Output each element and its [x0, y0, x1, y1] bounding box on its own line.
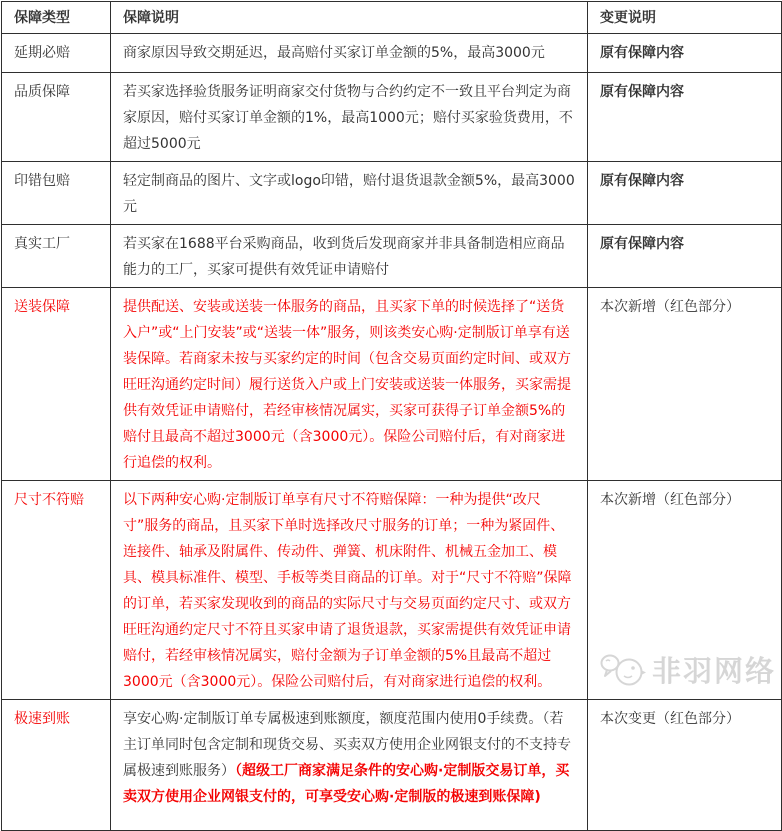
guarantee-desc-cell: 提供配送、安装或送装一体服务的商品，且买家下单的时候选择了“送货入户”或“上门安装”或“送装一体”服务，则该类安心购·定制版订单享有送装保障。若商家未按与买家约定的时间（包含交易页面约定时间、或双方旺旺沟通约定时间）履行送货入户或上门安装或送装一体服务，买家需提供有效凭证申请赔付，若经审核情况属实，买家可获得子订单金额5%的赔付且最高不超过3000元（含3000元）。保险公司赔付后，有对商家进行追偿的权利。 [111, 288, 588, 481]
change-cell: 原有保障内容 [588, 162, 782, 225]
guarantee-desc-cell: 若买家选择验货服务证明商家交付货物与合约约定不一致且平台判定为商家原因，赔付买家订单金额的1%，最高1000元；赔付买家验货费用，不超过5000元 [111, 73, 588, 162]
table-row-yanqi-bipei [2, 34, 782, 73]
table-row-chicun-bufupei [2, 481, 782, 700]
change-cell: 本次变更（红色部分） [588, 700, 782, 831]
guarantee-type-cell: 品质保障 [2, 73, 111, 162]
guarantee-desc-cell [111, 700, 588, 831]
change-cell: 原有保障内容 [588, 73, 782, 162]
table-row-pinzhi-baozhang [2, 73, 782, 162]
table-row-songzhuang-baozhang [2, 288, 782, 481]
guarantee-desc-cell: 轻定制商品的图片、文字或logo印错，赔付退货退款金额5%，最高3000元 [111, 162, 588, 225]
guarantee-type-cell: 极速到账 [2, 700, 111, 831]
table-header-row [2, 2, 782, 34]
desc-segment-regular: 享安心购·定制版订单专属极速到账额度，额度范围内使用0手续费。（若主订单同时包含定制和现货交易、买卖双方使用企业网银支付的不支持专属极速到账服务） [123, 711, 571, 779]
guarantee-type-cell: 印错包赔 [2, 162, 111, 225]
document-root [0, 1, 782, 805]
header-guarantee-desc: 保障说明 [111, 2, 588, 34]
guarantee-desc-cell: 若买家在1688平台采购商品，收到货后发现商家并非具备制造相应商品能力的工厂，买家可提供有效凭证申请赔付 [111, 225, 588, 288]
change-cell: 原有保障内容 [588, 225, 782, 288]
table-row-yincuo-baopei [2, 162, 782, 225]
change-cell: 原有保障内容 [588, 34, 782, 73]
guarantee-desc-cell: 以下两种安心购·定制版订单享有尺寸不符赔保障：一种为提供“改尺寸”服务的商品，且买家下单时选择改尺寸服务的订单；一种为紧固件、连接件、轴承及附属件、传动件、弹簧、机床附件、机械五金加工、模具、模具标准件、模型、手板等类目商品的订单。对于“尺寸不符赔”保障的订单，若买家发现收到的商品的实际尺寸与交易页面约定尺寸、或双方旺旺沟通约定尺寸不符且买家申请了退货退款，买家需提供有效凭证申请赔付，若经审核情况属实，赔付金额为子订单金额的5%且最高不超过3000元（含3000元）。保险公司赔付后，有对商家进行追偿的权利。 [111, 481, 588, 700]
desc-segment-red-bold: （超级工厂商家满足条件的安心购·定制版交易订单，买卖双方使用企业网银支付的，可享受安心购·定制版的极速到账保障) [123, 763, 570, 805]
change-cell: 本次新增（红色部分） [588, 288, 782, 481]
change-cell: 本次新增（红色部分） [588, 481, 782, 700]
header-guarantee-type: 保障类型 [2, 2, 111, 34]
table-row-zhenshi-gongchang [2, 225, 782, 288]
guarantee-type-cell: 尺寸不符赔 [2, 481, 111, 700]
guarantee-type-cell: 真实工厂 [2, 225, 111, 288]
watermark-text: 非羽网络 [651, 654, 776, 688]
guarantee-type-cell: 延期必赔 [2, 34, 111, 73]
guarantee-type-cell: 送装保障 [2, 288, 111, 481]
table-row-jisu-daozhang [2, 700, 782, 831]
guarantee-desc-cell: 商家原因导致交期延迟，最高赔付买家订单金额的5%，最高3000元 [111, 34, 588, 73]
header-change-desc: 变更说明 [588, 2, 782, 34]
guarantee-table [1, 1, 782, 831]
